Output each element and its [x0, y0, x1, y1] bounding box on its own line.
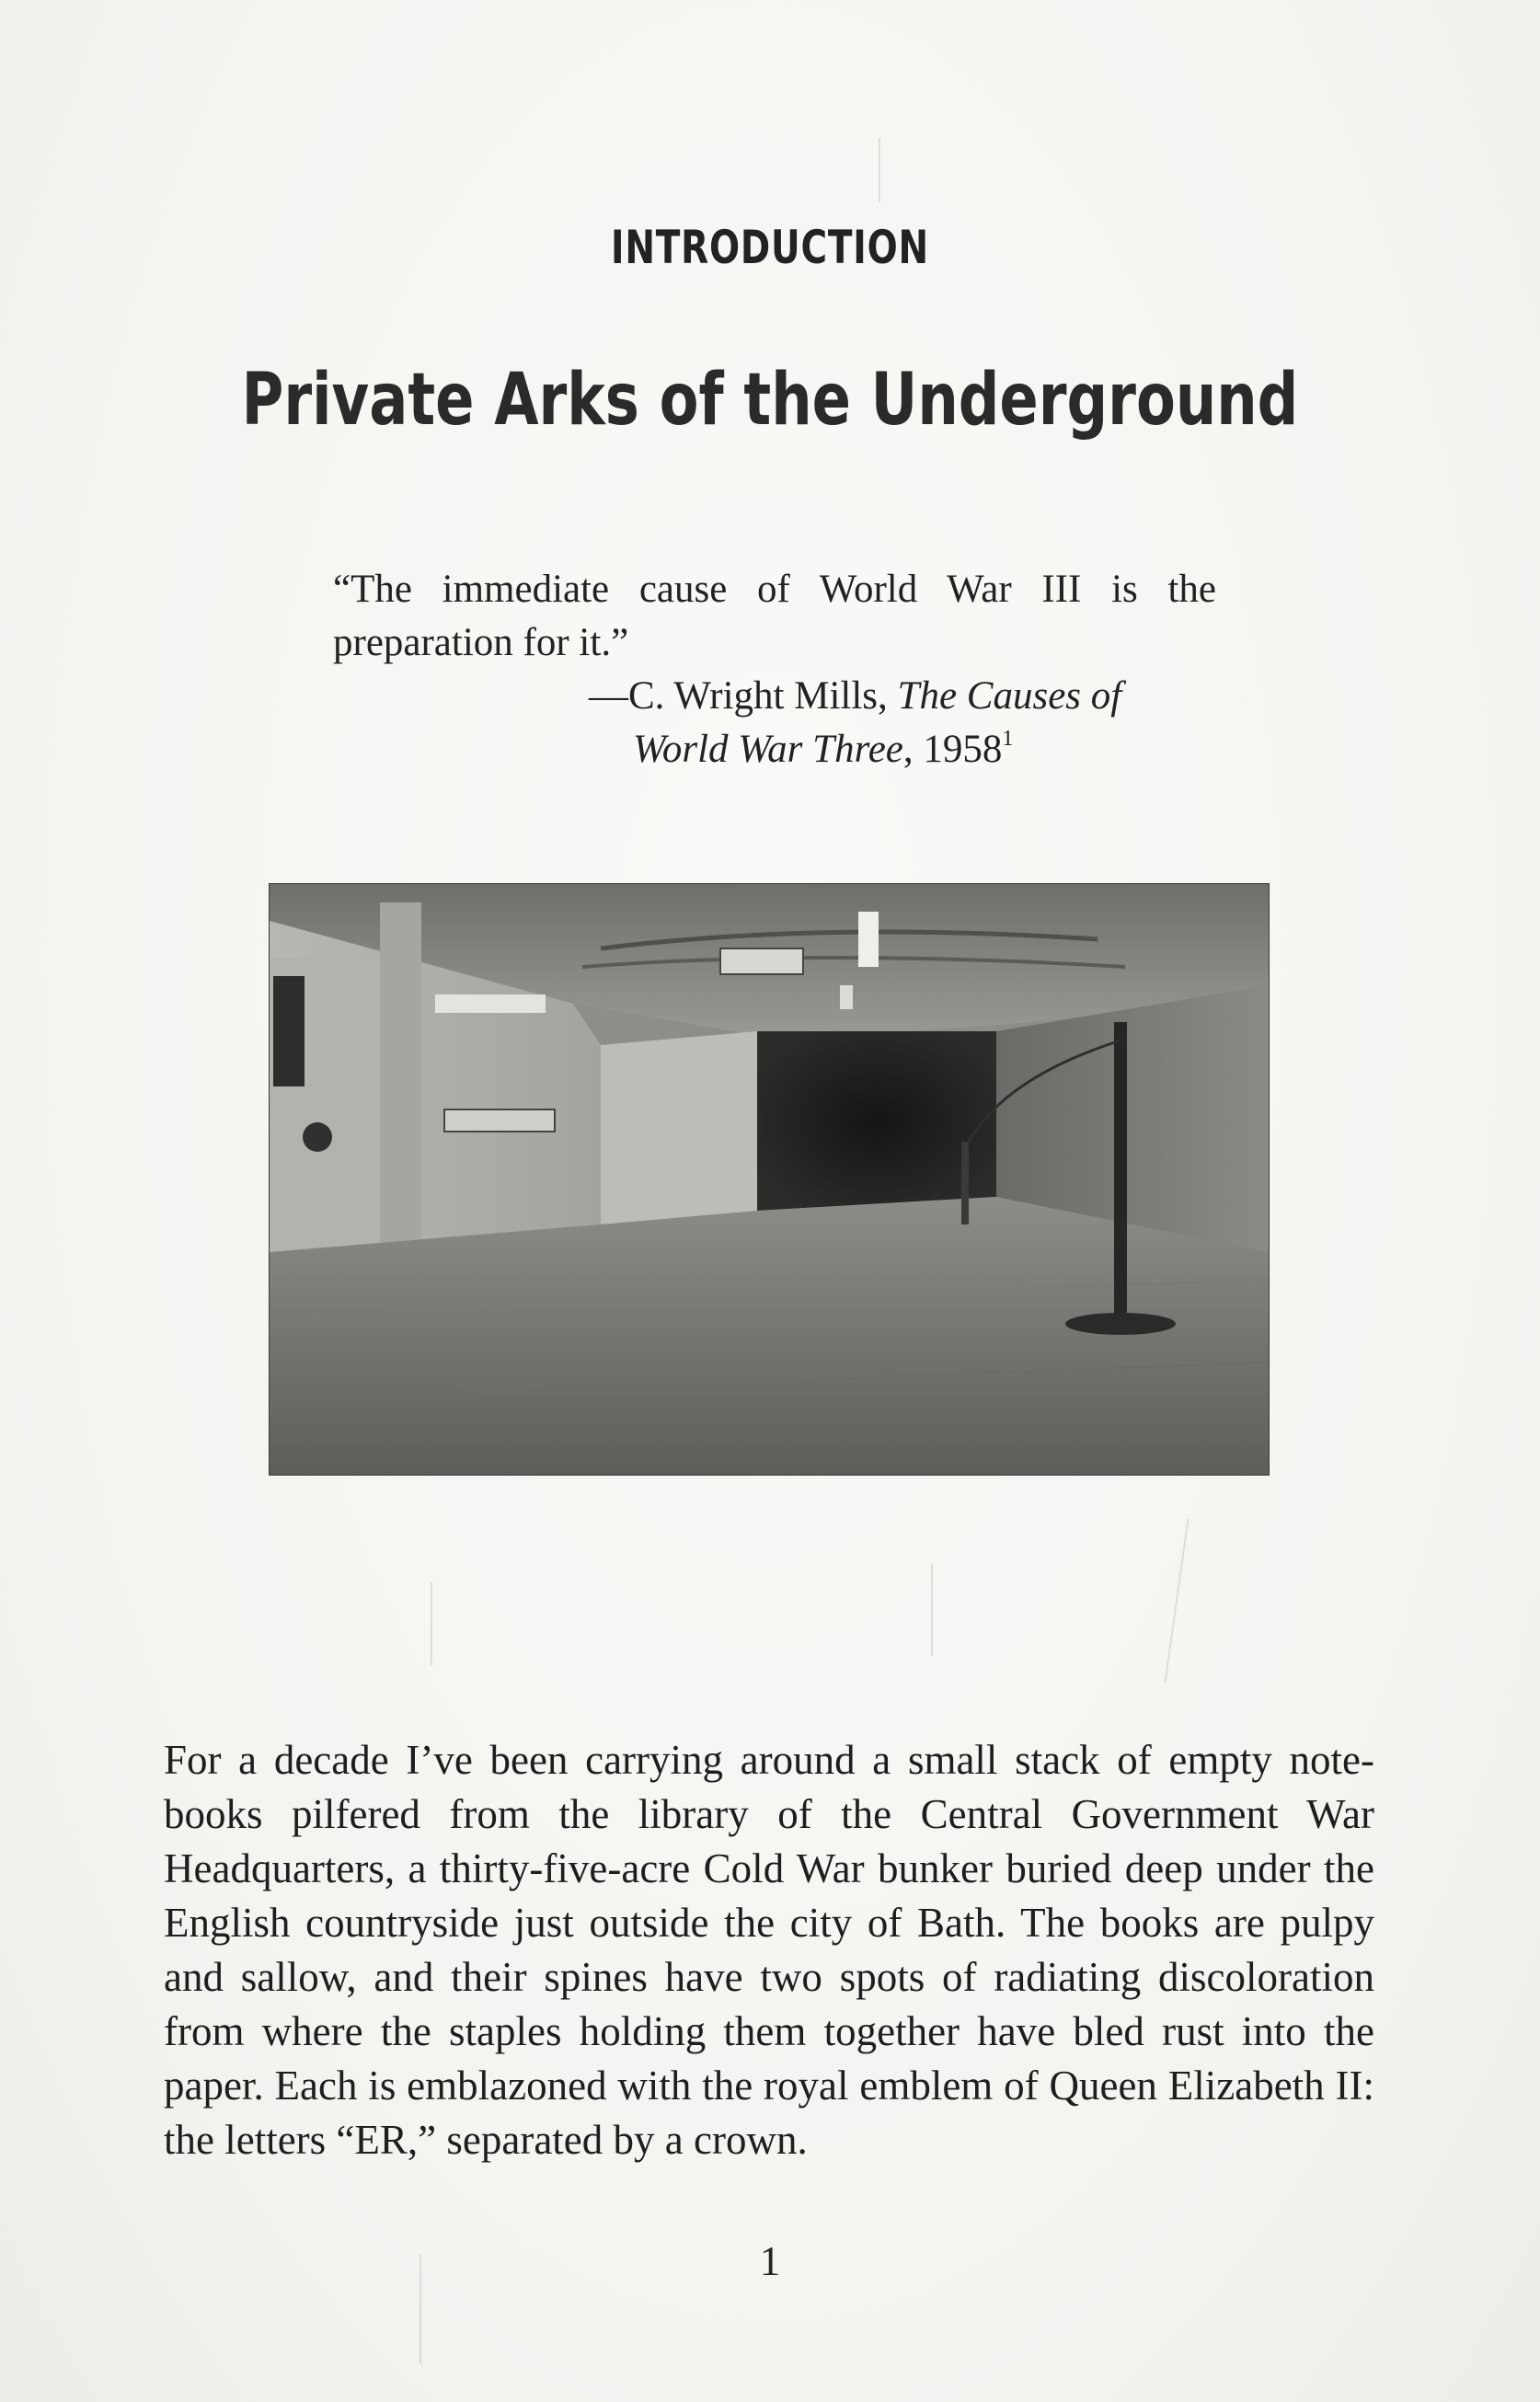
epigraph	[333, 563, 1216, 670]
scan-artifact-line	[879, 138, 880, 202]
tunnel-illustration	[270, 884, 1269, 1475]
epigraph-attribution	[589, 670, 1121, 776]
attribution-line2	[589, 723, 1121, 776]
page-number: 1	[759, 2238, 781, 2284]
attribution-title-part1: The Causes of	[897, 674, 1122, 718]
scan-artifact-line	[931, 1564, 933, 1656]
scan-artifact-line	[1164, 1519, 1189, 1684]
bunker-tunnel-photo	[269, 883, 1270, 1476]
footnote-ref: 1	[1002, 727, 1014, 751]
attribution-prefix: —C. Wright Mills,	[589, 674, 898, 718]
epigraph-quote: “The immediate cause of World War III is the preparation for it.”	[333, 568, 1216, 664]
body-paragraph: For a decade I’ve been carrying around a small stack of empty notebooks pilfered from the library of the Central Government War Headquarters, a thirty-five-acre Cold War bunker buried deep under the English countryside just outside the city of Bath. The books are pulpy and sallow, and their spines have two spots of radiating discoloration from where the staples holding them together have bled rust into the paper. Each is emblazoned with the royal emblem of Queen Elizabeth II: the letters “ER,” separated by a crown.	[164, 1737, 1374, 2163]
chapter-label: INTRODUCTION	[611, 221, 929, 274]
attribution-title-part2: World War Three	[633, 728, 903, 771]
chapter-title: Private Arks of the Underground	[241, 359, 1299, 442]
scan-artifact-line	[431, 1582, 432, 1665]
body-text	[164, 1733, 1374, 2167]
attribution-year: , 1958	[902, 728, 1003, 771]
